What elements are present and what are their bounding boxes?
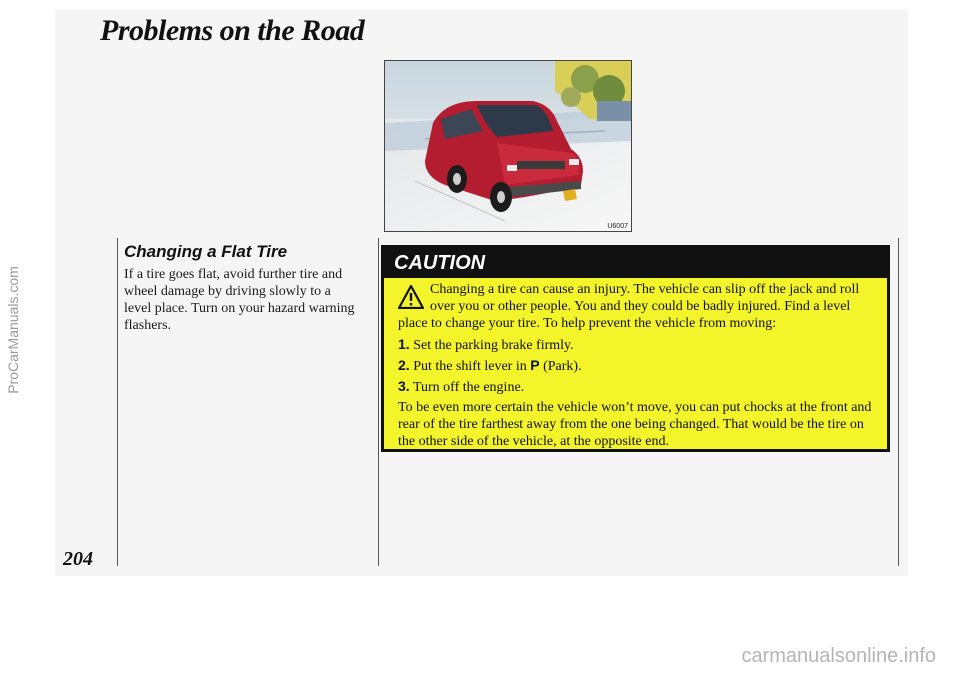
- caution-outro: To be even more certain the vehicle won’t move, you can put chocks at the front and rear of the tire farthest away from the one being changed. That would be the tire on the other side of the vehicle, at the opposite end.: [398, 400, 872, 449]
- step-text: Turn off the engine.: [412, 380, 525, 395]
- caution-steps: [398, 336, 877, 396]
- minivan-illustration: [385, 61, 631, 231]
- caution-body: [384, 278, 887, 450]
- side-watermark: [0, 165, 26, 495]
- left-column-rule: [117, 238, 118, 566]
- side-watermark-text: ProCarManuals.com: [5, 266, 22, 394]
- step-number: 3.: [398, 378, 410, 394]
- step-text-before: Put the shift lever in: [413, 359, 531, 374]
- page-title: Problems on the Road: [100, 14, 365, 47]
- caution-step: [398, 336, 877, 354]
- caution-step: [398, 357, 877, 375]
- step-number: 2.: [398, 357, 410, 373]
- gear-letter: P: [530, 357, 540, 373]
- section-body-text: If a tire goes flat, avoid further tire and wheel damage by driving slowly to a level place. Turn on your hazard warning flashers.: [124, 267, 355, 333]
- minivan-photo: [384, 60, 632, 232]
- section-heading: Changing a Flat Tire: [124, 242, 288, 261]
- right-column-rule: [898, 238, 899, 566]
- caution-box: [381, 245, 890, 452]
- caution-title: CAUTION: [384, 248, 887, 278]
- middle-column-rule: [378, 238, 379, 566]
- bottom-watermark: carmanualsonline.info: [741, 645, 936, 667]
- step-text-after: (Park).: [539, 359, 582, 374]
- step-number: 1.: [398, 336, 410, 352]
- photo-reference-code: U6007: [607, 223, 628, 230]
- step-text: Set the parking brake firmly.: [413, 338, 574, 353]
- caution-step: [398, 378, 877, 396]
- warning-triangle-icon: [398, 285, 424, 309]
- page-number: 204: [63, 548, 93, 570]
- caution-intro: Changing a tire can cause an injury. The vehicle can slip off the jack and roll over you or other people. You and they could be badly injured. Find a level place to change your tire. To help prevent the vehicle from moving:: [398, 282, 860, 331]
